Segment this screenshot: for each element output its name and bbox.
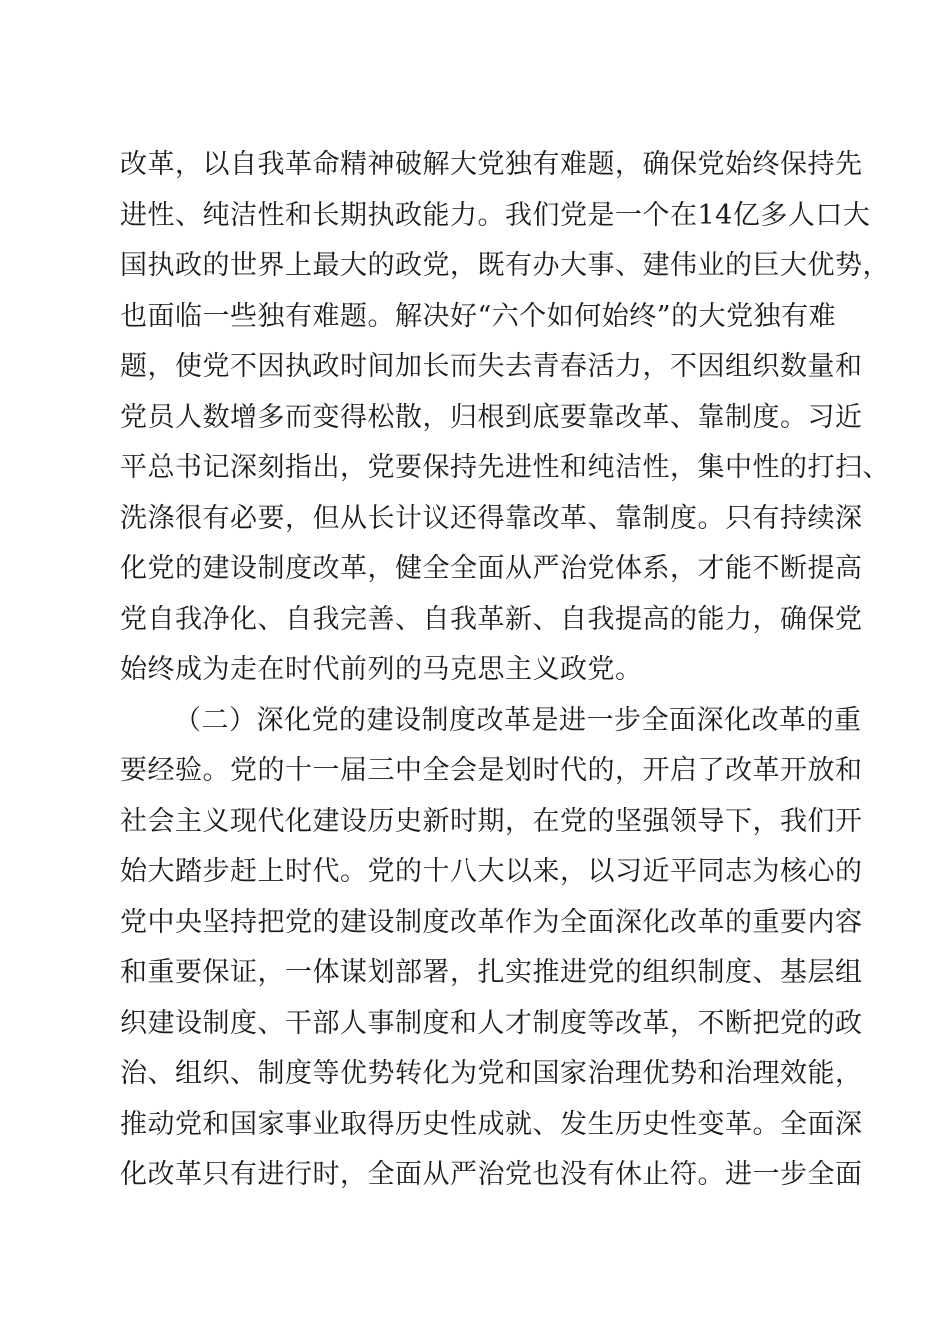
- text-line: 推动党和国家事业取得历史性成就、发生历史性变革。全面深: [120, 1108, 863, 1140]
- text-line: 党中央坚持把党的建设制度改革作为全面深化改革的重要内容: [120, 906, 863, 938]
- text-line: 党自我净化、自我完善、自我革新、自我提高的能力，确保党: [120, 603, 863, 635]
- text-line: 题，使党不因执政时间加长而失去青春活力，不因组织数量和: [120, 351, 863, 382]
- text-line: 要经验。党的十一届三中全会是划时代的，开启了改革开放和: [120, 755, 863, 786]
- text-line: 化党的建设制度改革，健全全面从严治党体系，才能不断提高: [120, 553, 863, 584]
- text-line: 始大踏步赶上时代。党的十八大以来，以习近平同志为核心的: [120, 856, 863, 887]
- text-line: 党员人数增多而变得松散，归根到底要靠改革、靠制度。习近: [120, 401, 863, 433]
- text-line: 社会主义现代化建设历史新时期，在党的坚强领导下，我们开: [120, 805, 863, 837]
- text-line: 织建设制度、干部人事制度和人才制度等改革，不断把党的政: [120, 1007, 863, 1039]
- text-line: 治、组织、制度等优势转化为党和国家治理优势和治理效能，: [120, 1058, 863, 1089]
- text-line: 化改革只有进行时，全面从严治党也没有休止符。进一步全面: [120, 1159, 863, 1190]
- section-heading-line: （二）深化党的建设制度改革是进一步全面深化改革的重: [174, 704, 862, 736]
- text-line: 平总书记深刻指出，党要保持先进性和纯洁性，集中性的打扫、: [120, 452, 890, 483]
- paragraph-end-line: 始终成为走在时代前列的马克思主义政党。: [120, 654, 643, 685]
- text-line: 国执政的世界上最大的政党，既有办大事、建伟业的巨大优势，: [120, 250, 890, 281]
- body-text: [120, 140, 890, 1201]
- text-line: 也面临一些独有难题。解决好“六个如何始终”的大党独有难: [120, 300, 837, 332]
- text-line: 和重要保证，一体谋划部署，扎实推进党的组织制度、基层组: [120, 957, 863, 988]
- text-line: 进性、纯洁性和长期执政能力。我们党是一个在14亿多人口大: [120, 199, 871, 231]
- text-line: 改革，以自我革命精神破解大党独有难题，确保党始终保持先: [120, 149, 863, 180]
- text-line: 洗涤很有必要，但从长计议还得靠改革、靠制度。只有持续深: [120, 502, 863, 534]
